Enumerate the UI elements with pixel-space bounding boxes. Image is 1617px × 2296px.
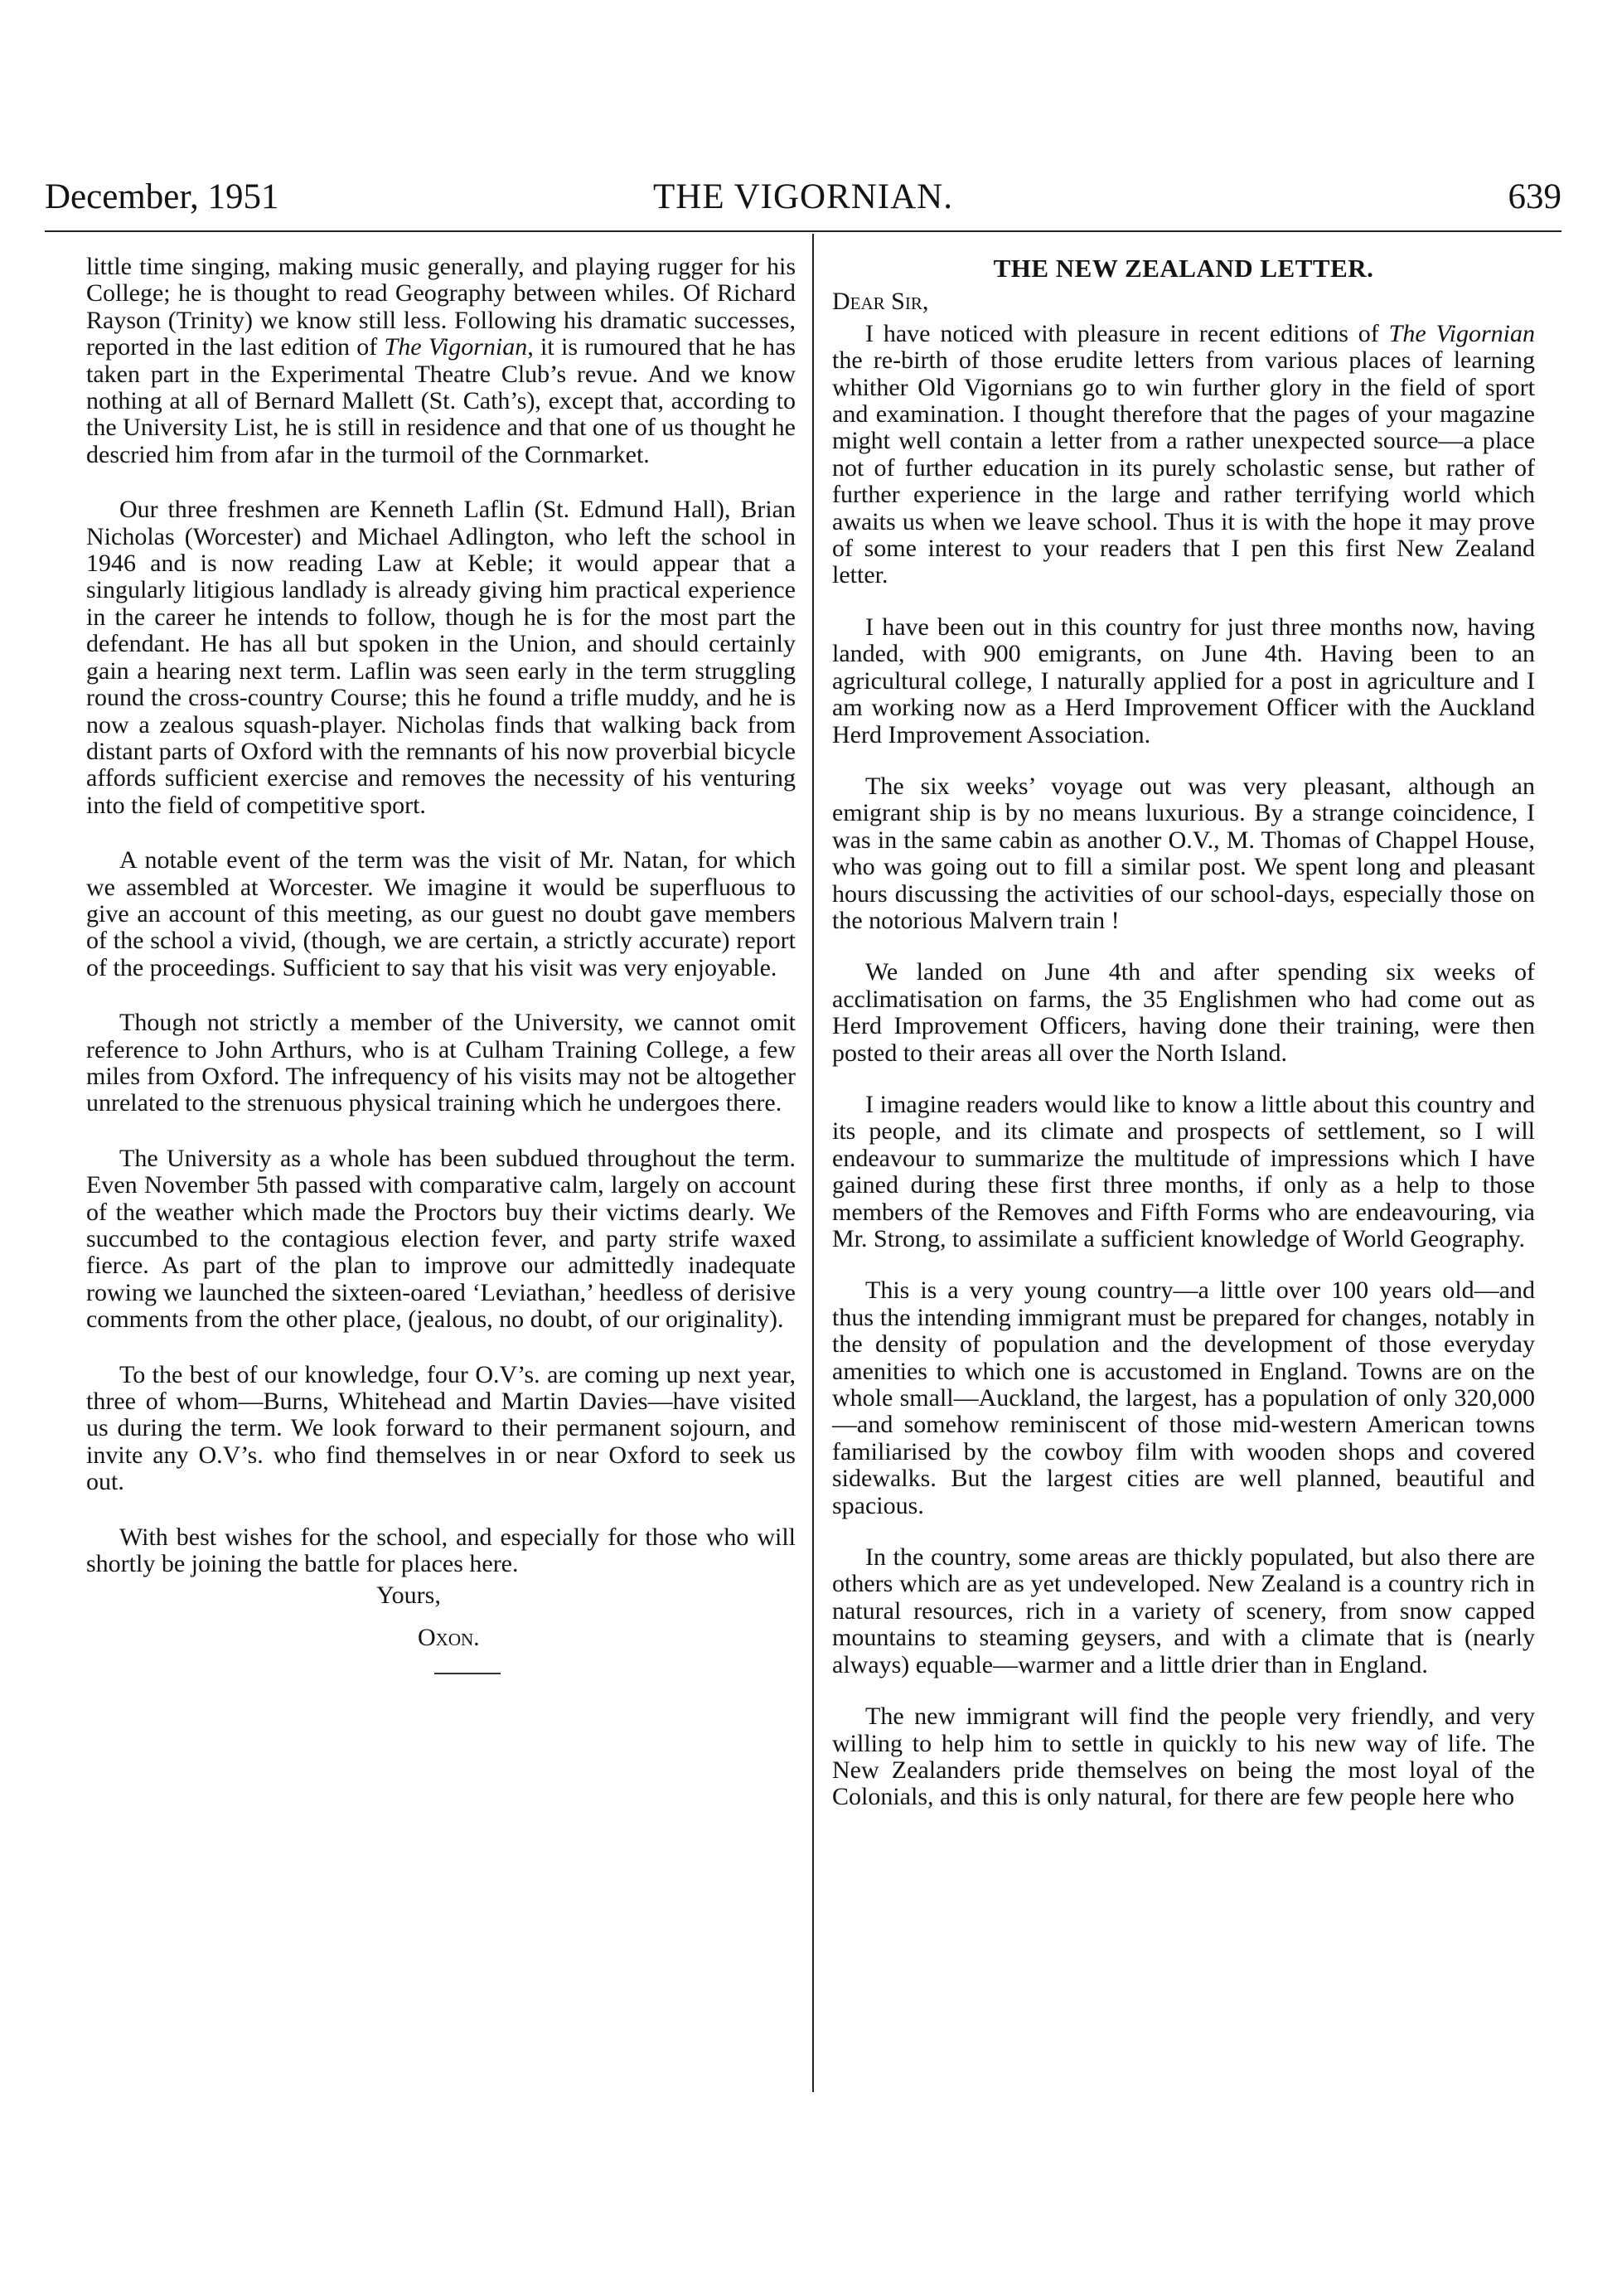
magazine-title: THE VIGORNIAN. bbox=[653, 177, 953, 216]
right-column bbox=[832, 254, 1535, 1836]
running-header bbox=[45, 164, 1561, 230]
signoff bbox=[86, 1582, 796, 1674]
page-number: 639 bbox=[1508, 177, 1561, 216]
paragraph: I have noticed with pleasure in recent editions of The Vigornian the re-birth of those erudite letters from various places of learning whither Old Vigornians go to win further glory in the field of sport and examination. I thought therefore that the pages of your magazine might well contain a letter from a rather unexpected source—a place not of further education in its purely scholastic sense, but rather of further experience in the large and rather terrifying world which awaits us when we leave school. Thus it is with the hope it may prove of some interest to your readers that I pen this first New Zealand letter. bbox=[832, 319, 1535, 589]
paragraph: This is a very young country—a little over 100 years old—and thus the intending immigrant must be prepared for changes, notably in the density of population and the development of those everyday amenities to which one is accustomed in England. Towns are on the whole small—Auckland, the largest, has a population of only 320,000—and somehow reminiscent of those mid-western American towns familiarised by the cowboy film with wooden shops and covered sidewalks. But the largest cities are well planned, beautiful and spacious. bbox=[832, 1276, 1535, 1519]
paragraph: little time singing, making music generally, and playing rugger for his College; he is thought to read Geography between whiles. Of Richard Rayson (Trinity) we know still less. Following his dramatic successes, reported in the last edition of The Vigornian, it is rumoured that he has taken part in the Experimental Theatre Club’s revue. And we know nothing at all of Bernard Mallett (St. Cath’s), except that, according to the University List, he is still in residence and that one of us thought he descried him from afar in the turmoil of the Cornmarket. bbox=[86, 253, 796, 468]
closing: Yours, bbox=[376, 1582, 441, 1610]
paragraph: Our three freshmen are Kenneth Laflin (St. Edmund Hall), Brian Nicholas (Worcester) and Michael Adlington, who left the school in 1946 and is now reading Law at Keble; it would appear that a singularly litigious landlady is already giving him practical experience in the career he intends to follow, though he is for the most part the defendant. He has all but spoken in the Union, and should certainly gain a hearing next term. Laflin was seen early in the term struggling round the cross-country Course; this he found a trifle muddy, and he is now a zealous squash-player. Nicholas finds that walking back from distant parts of Oxford with the remnants of his now proverbial bicycle affords sufficient exercise and removes the necessity of his venturing into the field of competitive sport. bbox=[86, 496, 796, 819]
column-divider bbox=[812, 234, 814, 2092]
salutation: Dear Sir, bbox=[832, 288, 929, 316]
paragraph: I imagine readers would like to know a little about this country and its people, and its climate and prospects of settlement, so I will endeavour to summarize the multitude of impressions which I have gained during these first three months, if only as a help to those members of the Removes and Fifth Forms who are endeavouring, via Mr. Strong, to assimilate a sufficient knowledge of World Geography. bbox=[832, 1090, 1535, 1252]
paragraph: The University as a whole has been subdued throughout the term. Even November 5th passed with comparative calm, largely on account of the weather which made the Proctors buy their victims dearly. We succumbed to the contagious election fever, and party strife waxed fierce. As part of the plan to improve our admittedly inadequate rowing we launched the sixteen-oared ‘Leviathan,’ heedless of derisive comments from the other place, (jealous, no doubt, of our originality). bbox=[86, 1144, 796, 1334]
paragraph: To the best of our knowledge, four O.V’s. are coming up next year, three of whom—Burns, Whitehead and Martin Davies—have visited us during the term. We look forward to their permanent sojourn, and invite any O.V’s. who find themselves in or near Oxford to seek us out. bbox=[86, 1360, 796, 1496]
paragraph: The six weeks’ voyage out was very pleasant, although an emigrant ship is by no means luxurious. By a strange coincidence, I was in the same cabin as another O.V., M. Thomas of Chappel House, who was going out to fill a similar post. We spent long and pleasant hours discussing the activities of our school-days, especially those on the notorious Malvern train ! bbox=[832, 772, 1535, 934]
paragraph: I have been out in this country for just three months now, having landed, with 900 emigrants, on June 4th. Having been to an agricultural college, I naturally applied for a post in agriculture and I am working now as a Herd Improvement Officer with the Auckland Herd Improvement Association. bbox=[832, 613, 1535, 748]
article-title: THE NEW ZEALAND LETTER. bbox=[993, 254, 1374, 283]
issue-date: December, 1951 bbox=[45, 177, 279, 216]
paragraph: The new immigrant will find the people very friendly, and very willing to help him to settle in quickly to his new way of life. The New Zealanders pride themselves on being the most loyal of the Colonials, and this is only natural, for there are few people here who bbox=[832, 1703, 1535, 1811]
paragraph: A notable event of the term was the visit of Mr. Natan, for which we assembled at Worcester. We imagine it would be superfluous to give an account of this meeting, as our guest no doubt gave members of the school a vivid, (though, we are certain, a strictly accurate) report of the proceedings. Sufficient to say that his visit was very enjoyable. bbox=[86, 846, 796, 981]
signature: Oxon. bbox=[418, 1623, 480, 1651]
paragraph: Though not strictly a member of the University, we cannot omit reference to John Arthurs, who is at Culham Training College, a few miles from Oxford. The infrequency of his visits may not be altogether unrelated to the strenuous physical training which he undergoes there. bbox=[86, 1009, 796, 1117]
left-column bbox=[86, 254, 796, 1674]
end-rule bbox=[434, 1673, 501, 1674]
paragraph: In the country, some areas are thickly populated, but also there are others which are as yet undeveloped. New Zealand is a country rich in natural resources, rich in a variety of scenery, from snow capped mountains to steaming geysers, and with a climate that is (nearly always) equable—warmer and a little drier than in England. bbox=[832, 1543, 1535, 1678]
header-rule bbox=[45, 230, 1561, 232]
paragraph: We landed on June 4th and after spending six weeks of acclimatisation on farms, the 35 Englishmen who had come out as Herd Improvement Officers, having done their training, were then posted to their areas all over the North Island. bbox=[832, 958, 1535, 1067]
paragraph: With best wishes for the school, and especially for those who will shortly be joining the battle for places here. bbox=[86, 1523, 796, 1578]
